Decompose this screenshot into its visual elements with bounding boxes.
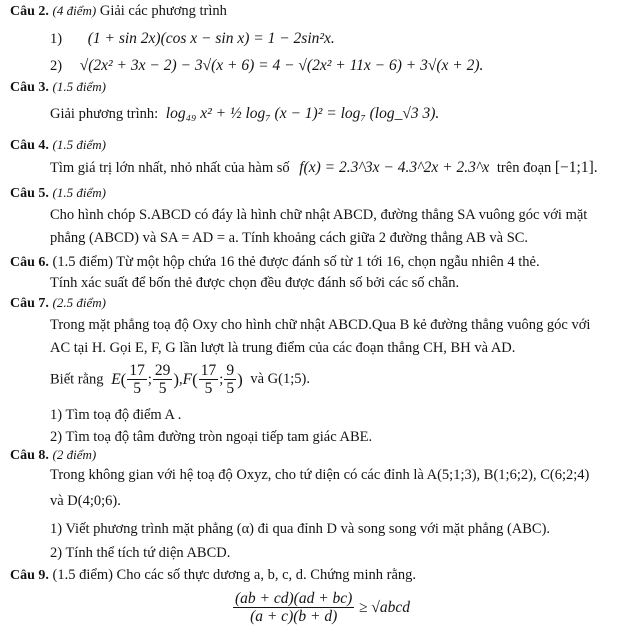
q8-label: Câu 8. — [10, 448, 49, 463]
q4-heading — [10, 138, 106, 153]
q7-line-1: Trong mặt phẳng toạ độ Oxy cho hình chữ nhật ABCD.Qua B kẻ đường thẳng vuông góc với — [50, 317, 591, 333]
q8-item-2: 2) Tính thể tích tứ diện ABCD. — [50, 545, 231, 561]
q4-body — [50, 160, 598, 176]
q7-known-points: Biết rằng E( $\frac{17}{5}$ ; $\frac{29}{5}$ ),F( $\frac{17}{5}$ ; $\frac{9}{5}$ ) và G(1;5). — [50, 362, 310, 398]
q4-function: f(x) = 2.3^3x − 4.3^2x + 2.3^x — [299, 159, 490, 176]
q2-title: Giải các phương trình — [99, 3, 227, 19]
q3-text: Giải phương trình: — [50, 106, 159, 122]
q3-points: (1.5 điểm) — [52, 79, 106, 94]
q7-item-2: 2) Tìm toạ độ tâm đường tròn ngoại tiếp tam giác ABE. — [50, 429, 373, 445]
q6-line-2: Tính xác suất để bốn thẻ được chọn đều được đánh số bởi các số chẵn. — [50, 275, 460, 291]
q7-point-f-x: $\frac{17}{5}$ — [200, 362, 217, 398]
q2-item-2 — [50, 58, 483, 74]
q3-heading — [10, 80, 106, 95]
q7-point-f-label: F — [182, 370, 193, 388]
q3-equation: log₄₉ x² + ½ log₇ (x − 1)² = log₇ (log_√3 3). — [165, 105, 440, 122]
q8-line-1: Trong không gian với hệ toạ độ Oxyz, cho tứ diện có các đỉnh là A(5;1;3), B(1;6;2), C(6;2;4) — [50, 467, 590, 483]
q9-inequality — [232, 590, 410, 625]
q6-label: Câu 6. — [10, 255, 49, 270]
q9-denominator: (a + c)(b + d) — [250, 608, 338, 626]
q4-interval: [−1;1]. — [554, 159, 598, 176]
q9-label: Câu 9. — [10, 568, 49, 583]
q5-label: Câu 5. — [10, 186, 49, 201]
q2-item-2-equation: √(2x² + 3x − 2) − 3√(x + 6) = 4 − √(2x² + 11x − 6) + 3√(x + 2). — [79, 57, 484, 74]
q5-heading — [10, 186, 106, 201]
q7-known-text: Biết rằng — [50, 371, 104, 388]
q8-points: (2 điểm) — [52, 447, 97, 462]
q2-label: Câu 2. — [10, 4, 49, 19]
q9-right-side: ≥ √abcd — [358, 598, 410, 616]
q8-line-2: và D(4;0;6). — [50, 493, 121, 509]
q4-points: (1.5 điểm) — [52, 137, 106, 152]
q5-points: (1.5 điểm) — [52, 185, 106, 200]
q2-item-1 — [50, 31, 335, 47]
q4-label: Câu 4. — [10, 138, 49, 153]
q4-text-b: trên đoạn — [496, 160, 552, 176]
q7-point-e-x: $\frac{17}{5}$ — [129, 362, 145, 398]
q7-point-f-y: $\frac{9}{5}$ — [226, 362, 235, 398]
q7-label: Câu 7. — [10, 296, 49, 311]
q2-item-1-equation: (1 + sin 2x)(cos x − sin x) = 1 − 2sin²x. — [87, 30, 335, 47]
q8-heading — [10, 448, 96, 463]
q2-item-2-number: 2) — [50, 58, 63, 74]
q4-text-a: Tìm giá trị lớn nhất, nhỏ nhất của hàm số — [50, 160, 290, 176]
q3-label: Câu 3. — [10, 80, 49, 95]
q6-heading — [10, 255, 540, 270]
q7-point-g: và G(1;5). — [250, 371, 310, 388]
q7-line-2: AC tại H. Gọi E, F, G lần lượt là trung điểm của các đoạn thẳng CH, BH và AD. — [50, 340, 516, 356]
q2-points: (4 điểm) — [52, 3, 97, 18]
q7-heading — [10, 296, 106, 311]
q2-item-1-number: 1) — [50, 31, 63, 47]
q3-body — [50, 106, 439, 122]
q7-point-e-label: E — [111, 370, 121, 388]
q5-line-2: phẳng (ABCD) và SA = AD = a. Tính khoảng cách giữa 2 đường thẳng AB và SC. — [50, 230, 529, 246]
q2-heading — [10, 4, 227, 19]
q7-item-1: 1) Tìm toạ độ điểm A . — [50, 407, 182, 423]
q7-points: (2.5 điểm) — [52, 295, 106, 310]
q5-line-1: Cho hình chóp S.ABCD có đáy là hình chữ nhật ABCD, đường thẳng SA vuông góc với mặt — [50, 207, 588, 223]
q9-numerator: (ab + cd)(ad + bc) — [235, 590, 353, 607]
q9-heading — [10, 568, 416, 583]
q7-point-e-y: $\frac{29}{5}$ — [154, 362, 171, 398]
q9-fraction — [233, 590, 354, 625]
q6-text: (1.5 điểm) Từ một hộp chứa 16 thẻ được đánh số từ 1 tới 16, chọn ngẫu nhiên 4 thẻ. — [52, 254, 540, 270]
q8-item-1: 1) Viết phương trình mặt phẳng (α) đi qua đỉnh D và song song với mặt phẳng (ABC). — [50, 521, 551, 537]
q9-text: (1.5 điểm) Cho các số thực dương a, b, c, d. Chứng minh rằng. — [52, 567, 417, 583]
